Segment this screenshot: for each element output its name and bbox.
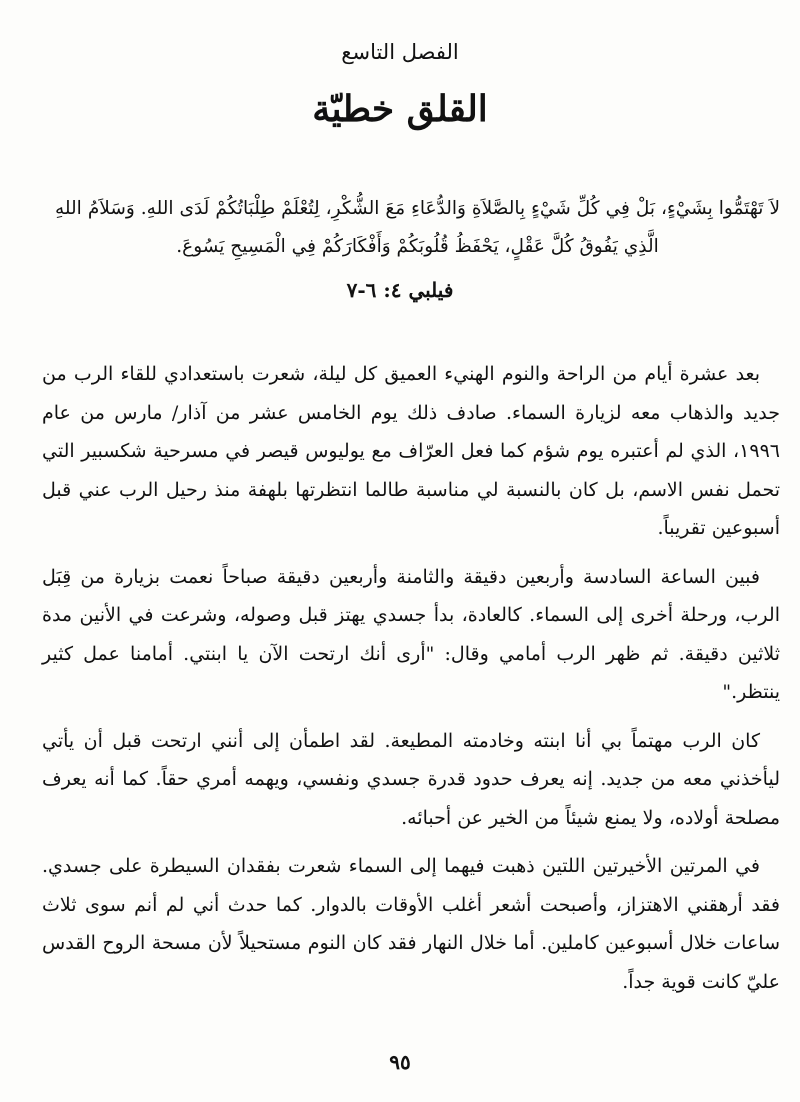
page-number: ٩٥ <box>389 1050 411 1074</box>
chapter-title: القلق خطيّة <box>312 88 488 130</box>
epigraph-verse: لاَ تَهْتَمُّوا بِشَيْءٍ، بَلْ فِي كُلِّ شَيْءٍ بِالصَّلاَةِ وَالدُّعَاءِ مَعَ الشُّكْرِ، لِتُعْلَمْ طِلْبَاتُكُمْ لَدَى اللهِ. وَسَلاَمُ اللهِ الَّذِي يَفُوقُ كُلَّ عَقْلٍ، يَحْفَظُ قُلُوبَكُمْ وَأَفْكَارَكُمْ فِي الْمَسِيحِ يَسُوعَ. <box>55 198 780 257</box>
paragraph-3: كان الرب مهتماً بي أنا ابنته وخادمته المطيعة. لقد اطمأن إلى أنني ارتحت قبل أن يأتي ليأخذني معه من جديد. إنه يعرف حدود قدرة جسدي ونفسي، ويهمه أمري حقاً. كما أنه يعرف مصلحة أولاده، ولا يمنع شيئاً من الخير عن أحبائه. <box>42 729 780 829</box>
paragraph-2: فبين الساعة السادسة وأربعين دقيقة والثامنة وأربعين دقيقة صباحاً نعمت بزيارة من قِبَل الرب، ورحلة أخرى إلى السماء. كالعادة، بدأ جسدي يهتز قبل وصوله، وشرعت في الأنين مدة ثلاثين دقيقة. ثم ظهر الرب أمامي وقال: "أرى أنك ارتحت الآن يا ابنتي. أمامنا عمل كثير ينتظر." <box>42 565 780 703</box>
chapter-label: الفصل التاسع <box>341 40 459 64</box>
epigraph-citation: فيلبي ٤: ٦-٧ <box>346 278 454 302</box>
body-text <box>42 355 780 1011</box>
paragraph-1: بعد عشرة أيام من الراحة والنوم الهنيء العميق كل ليلة، شعرت باستعدادي للقاء الرب من جديد والذهاب معه لزيارة السماء. صادف ذلك يوم الخامس عشر من آذار/ مارس من عام ١٩٩٦، الذي لم أعتبره يوم شؤم كما فعل العرّاف مع يوليوس قيصر في مسرحية شكسبير التي تحمل نفس الاسم، بل كان بالنسبة لي مناسبة طالما انتظرتها بلهفة منذ رحيل الرب عني قبل أسبوعين تقريباً. <box>42 363 780 539</box>
paragraph-4: في المرتين الأخيرتين اللتين ذهبت فيهما إلى السماء شعرت بفقدان السيطرة على جسدي. فقد أرهقني الاهتزاز، وأصبحت أشعر أغلب الأوقات بالدوار. كما حدث أني لم أنم سوى ثلاث ساعات خلال أسبوعين كاملين. أما خلال النهار فقد كان النوم مستحيلاً لأن مسحة الروح القدس عليّ كانت قوية جداً. <box>42 855 780 993</box>
